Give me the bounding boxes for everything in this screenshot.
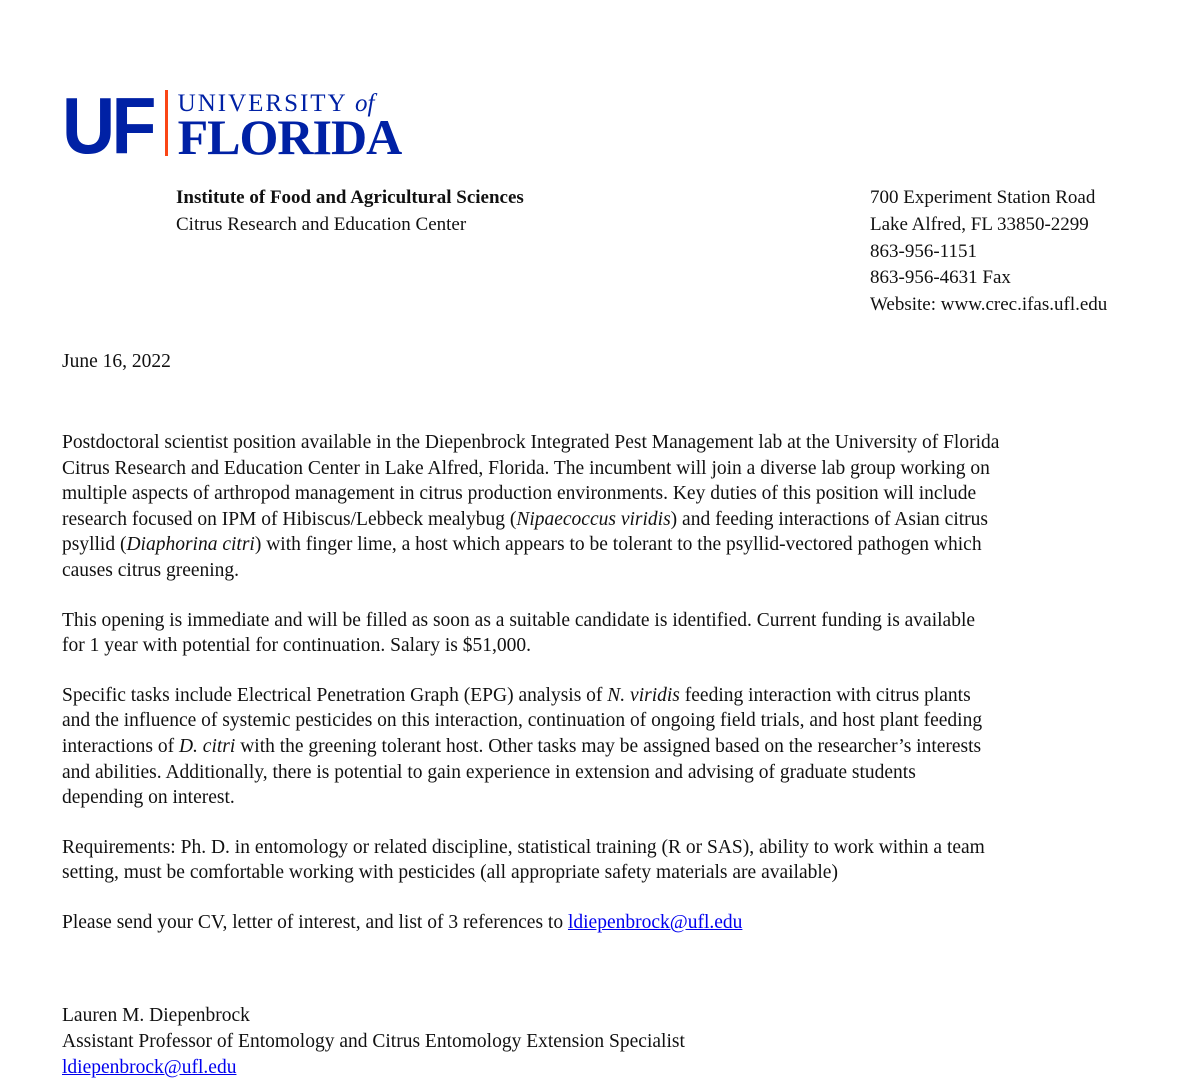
signature-block: [62, 1003, 685, 1081]
paragraph-application: Please send your CV, letter of interest, and list of 3 references to ldiepenbrock@ufl.edu: [62, 911, 743, 933]
logo-university: UNIVERSITY of: [177, 90, 375, 117]
phone-number: 863-956-1151: [870, 240, 977, 262]
website: Website: www.crec.ifas.ufl.edu: [870, 294, 1108, 316]
center-name: Citrus Research and Education Center: [176, 213, 467, 235]
signer-name: Lauren M. Diepenbrock: [62, 1005, 250, 1026]
letter-body: [62, 430, 1162, 960]
letterhead-department: [176, 185, 524, 238]
paragraph-requirements: Requirements: Ph. D. in entomology or related discipline, statistical training (R or SAS), ability to work within a team setting, must be comfortable working with pesticides (all appropriate safety materials are available): [62, 836, 985, 884]
letter-date: June 16, 2022: [62, 351, 171, 372]
address-line-2: Lake Alfred, FL 33850-2299: [870, 213, 1089, 235]
paragraph-tasks: Specific tasks include Electrical Penetration Graph (EPG) analysis of N. viridis feeding interaction with citrus plants and the influence of systemic pesticides on this interaction, continuation of ongoing field trials, and host plant feeding interactions of D. citri with the greening tolerant host. Other tasks may be assigned based on the researcher’s interests and abilities. Additionally, there is potential to gain experience in extension and advising of graduate students depending on interest.: [62, 684, 983, 809]
signer-title: Assistant Professor of Entomology and Citrus Entomology Extension Specialist: [62, 1031, 685, 1052]
logo-uf-mark: UF: [62, 81, 153, 170]
logo-divider: [165, 90, 168, 156]
paragraph-position: Postdoctoral scientist position available in the Diepenbrock Integrated Pest Management lab at the University of Florida Citrus Research and Education Center in Lake Alfred, Florida. The incumbent will join a diverse lab group working on multiple aspects of arthropod management in citrus production environments. Key duties of this position will include research focused on IPM of Hibiscus/Lebbeck mealybug (Nipaecoccus viridis) and feeding interactions of Asian citrus psyllid (Diaphorina citri) with finger lime, a host which appears to be tolerant to the psyllid-vectored pathogen which causes citrus greening.: [62, 432, 1000, 581]
letterhead-contact: [870, 185, 1107, 319]
logo-florida: FLORIDA: [177, 109, 402, 165]
contact-email-link[interactable]: ldiepenbrock@ufl.edu: [567, 911, 743, 933]
fax-number: 863-956-4631 Fax: [870, 267, 1011, 289]
paragraph-funding: This opening is immediate and will be filled as soon as a suitable candidate is identified. Current funding is available for 1 year with potential for continuation. Salary is $51,000.: [62, 609, 976, 657]
address-line-1: 700 Experiment Station Road: [870, 187, 1096, 208]
institute-name: Institute of Food and Agricultural Sciences: [176, 187, 524, 208]
signature-email-link[interactable]: ldiepenbrock@ufl.edu: [62, 1057, 237, 1078]
uf-logo: [62, 81, 402, 170]
logo-wordmark: [177, 90, 402, 165]
